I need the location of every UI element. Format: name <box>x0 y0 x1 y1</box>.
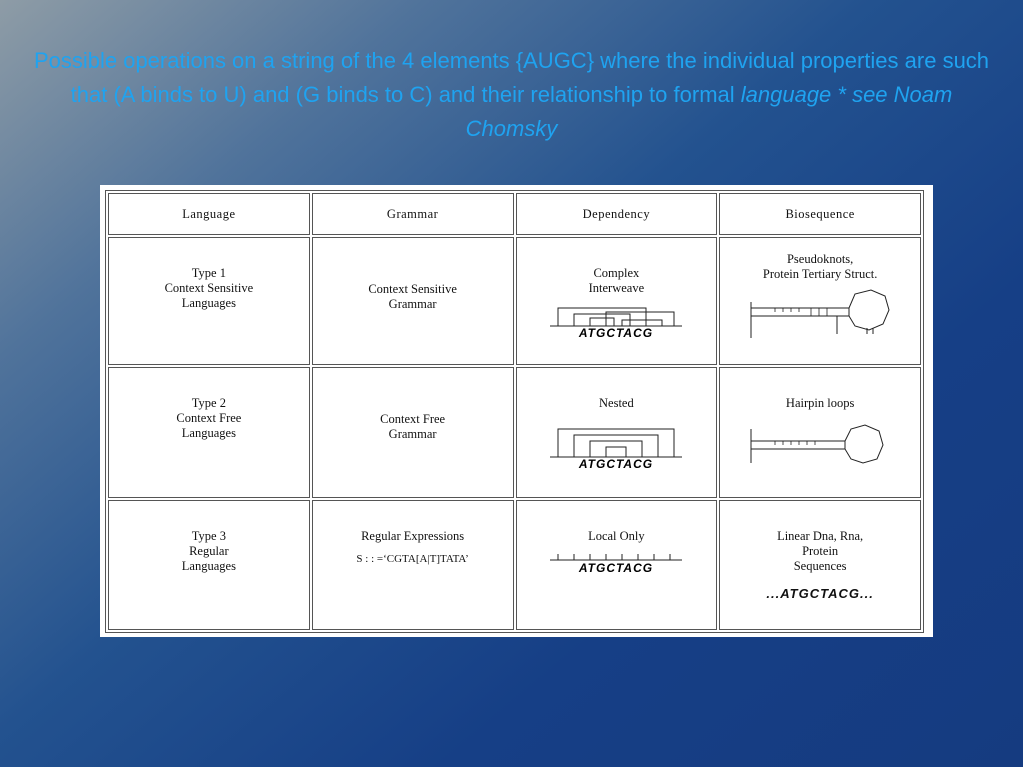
cell-biosequence <box>719 237 921 365</box>
header-language: Language <box>108 193 310 235</box>
cell-grammar <box>312 237 514 365</box>
table-row-type2 <box>108 367 921 498</box>
nested-dependency-diagram <box>546 425 686 469</box>
dependency-sequence: ATGCTACG <box>579 561 654 575</box>
grammar-line: Context Free <box>380 412 446 426</box>
language-line: Languages <box>181 426 236 440</box>
cell-language <box>108 237 310 365</box>
language-line: Type 1 <box>191 266 226 280</box>
interweave-dependency-diagram <box>546 302 686 338</box>
grammar-line: Regular Expressions <box>361 529 465 543</box>
cell-grammar <box>312 367 514 498</box>
cell-grammar <box>312 500 514 630</box>
language-line: Regular <box>189 544 229 558</box>
dependency-sequence: ATGCTACG <box>579 457 654 469</box>
dependency-line: Nested <box>599 396 634 410</box>
cell-language <box>108 500 310 630</box>
biosequence-line: Pseudoknots, <box>786 252 854 266</box>
language-line: Context Sensitive <box>164 281 254 295</box>
title-italic-text: language * see Noam Chomsky <box>465 82 953 141</box>
cell-biosequence <box>719 367 921 498</box>
cell-dependency <box>516 367 718 498</box>
table-header-row <box>108 193 921 235</box>
language-line: Type 3 <box>191 529 226 543</box>
header-biosequence: Biosequence <box>719 193 921 235</box>
dependency-line: Complex <box>593 266 640 280</box>
title-text: Possible operations on a string of the 4 elements {AUGC} where the individual properties are such that (A binds to U) and (G binds to C) and their relationship to formal <box>33 48 990 107</box>
grammar-regex: S : : =‘CGTA[A|T]TATA’ <box>356 553 469 565</box>
slide-title <box>30 44 993 146</box>
grammar-line: Grammar <box>388 297 437 311</box>
language-line: Languages <box>181 296 236 310</box>
cell-language <box>108 367 310 498</box>
hairpin-loop-diagram <box>745 423 895 467</box>
header-dependency: Dependency <box>516 193 718 235</box>
dependency-line: Interweave <box>588 281 645 295</box>
cell-dependency <box>516 500 718 630</box>
chomsky-hierarchy-table <box>105 190 924 633</box>
cell-dependency <box>516 237 718 365</box>
biosequence-line: Protein <box>802 544 839 558</box>
biosequence-line: Linear Dna, Rna, <box>777 529 864 543</box>
biosequence-line: Hairpin loops <box>785 396 855 410</box>
table-row-type3 <box>108 500 921 630</box>
local-dependency-diagram <box>546 550 686 576</box>
header-grammar: Grammar <box>312 193 514 235</box>
dependency-line: Local Only <box>588 529 645 543</box>
dependency-sequence: ATGCTACG <box>579 326 654 338</box>
grammar-line: Context Sensitive <box>368 282 457 296</box>
table-image-frame <box>100 185 933 637</box>
biosequence-line: Sequences <box>793 559 847 573</box>
cell-biosequence <box>719 500 921 630</box>
language-line: Languages <box>181 559 236 573</box>
table-row-type1 <box>108 237 921 365</box>
language-line: Type 2 <box>191 396 226 410</box>
biosequence-line: Protein Tertiary Struct. <box>762 267 878 281</box>
linear-sequence: ...ATGCTACG... <box>766 586 874 601</box>
language-line: Context Free <box>176 411 242 425</box>
grammar-line: Grammar <box>388 427 437 441</box>
pseudoknot-diagram <box>745 288 895 340</box>
